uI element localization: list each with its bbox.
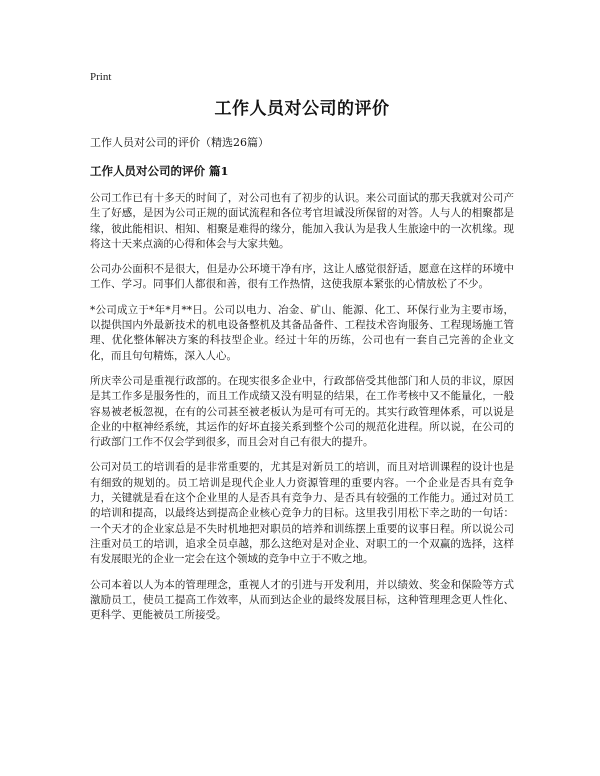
paragraph: 公司办公面积不是很大，但是办公环境干净有序，这让人感觉很舒适，愿意在这样的环境中工作、学习。同事们人都很和善，很有工作热情，这使我原本紧张的心情放松了不少。: [90, 263, 514, 291]
paragraph: 所庆幸公司是重视行政部的。在现实很多企业中，行政部倍受其他部门和人员的非议，原因是其工作多是服务性的，而且工作成绩又没有明显的结果，在工作考核中又不能量化，一般容易被老板忽视，在有的公司甚至被老板认为是可有可无的。其实行政管理体系，可以说是企业的中枢神经系统，其运作的好坏直接关系到整个公司的规范化进程。所以说，在公司的行政部门工作不仅会学到很多，而且会对自己有很大的提升。: [90, 374, 514, 449]
section-heading: 工作人员对公司的评价 篇1: [90, 164, 229, 178]
article-body: [90, 191, 514, 623]
document-subtitle: 工作人员对公司的评价（精选26篇）: [90, 136, 269, 149]
print-link[interactable]: Print: [90, 71, 112, 83]
document-page: [90, 70, 514, 623]
paragraph: 公司本着以人为本的管理理念，重视人才的引进与开发利用，并以绩效、奖金和保险等方式激励员工，使员工提高工作效率，从而到达企业的最终发展目标，这种管理理念更人性化、更科学、更能被员工所接受。: [90, 578, 514, 622]
document-title: 工作人员对公司的评价: [214, 99, 390, 119]
paragraph: 公司对员工的培训看的是非常重要的，尤其是对新员工的培训，而且对培训课程的设计也是有细致的规划的。员工培训是现代企业人力资源管理的重要内容。一个企业是否具有竞争力，关键就是看在这个企业里的人是否具有竞争力、是否具有较强的工作能力。通过对员工的培训和提高，以最终达到提高企业核心竞争力的目标。这里我引用松下幸之助的一句话：一个天才的企业家总是不失时机地把对职员的培养和训练摆上重要的议事日程。所以说公司注重对员工的培训，追求全员卓越，那么这绝对是对企业、对职工的一个双赢的选择，这样有发展眼光的企业一定会在这个领域的竞争中立于不败之地。: [90, 461, 514, 566]
paragraph: 公司工作已有十多天的时间了，对公司也有了初步的认识。来公司面试的那天我就对公司产生了好感，是因为公司正规的面试流程和各位考官坦诚没所保留的对答。人与人的相聚都是缘，彼此能相识、相知、相聚是难得的缘分，能加入我认为是我人生旅途中的一次机缘。现将这十天来点滴的心得和体会与大家共勉。: [90, 192, 514, 250]
paragraph: *公司成立于*年*月**日。公司以电力、冶金、矿山、能源、化工、环保行业为主要市场，以提供国内外最新技术的机电设备整机及其备品备件、工程技术咨询服务、工程现场施工管理、优化整体解决方案的科技型企业。经过十年的历练，公司也有一套自己完善的企业文化，而且句句精炼，深入人心。: [90, 303, 514, 362]
